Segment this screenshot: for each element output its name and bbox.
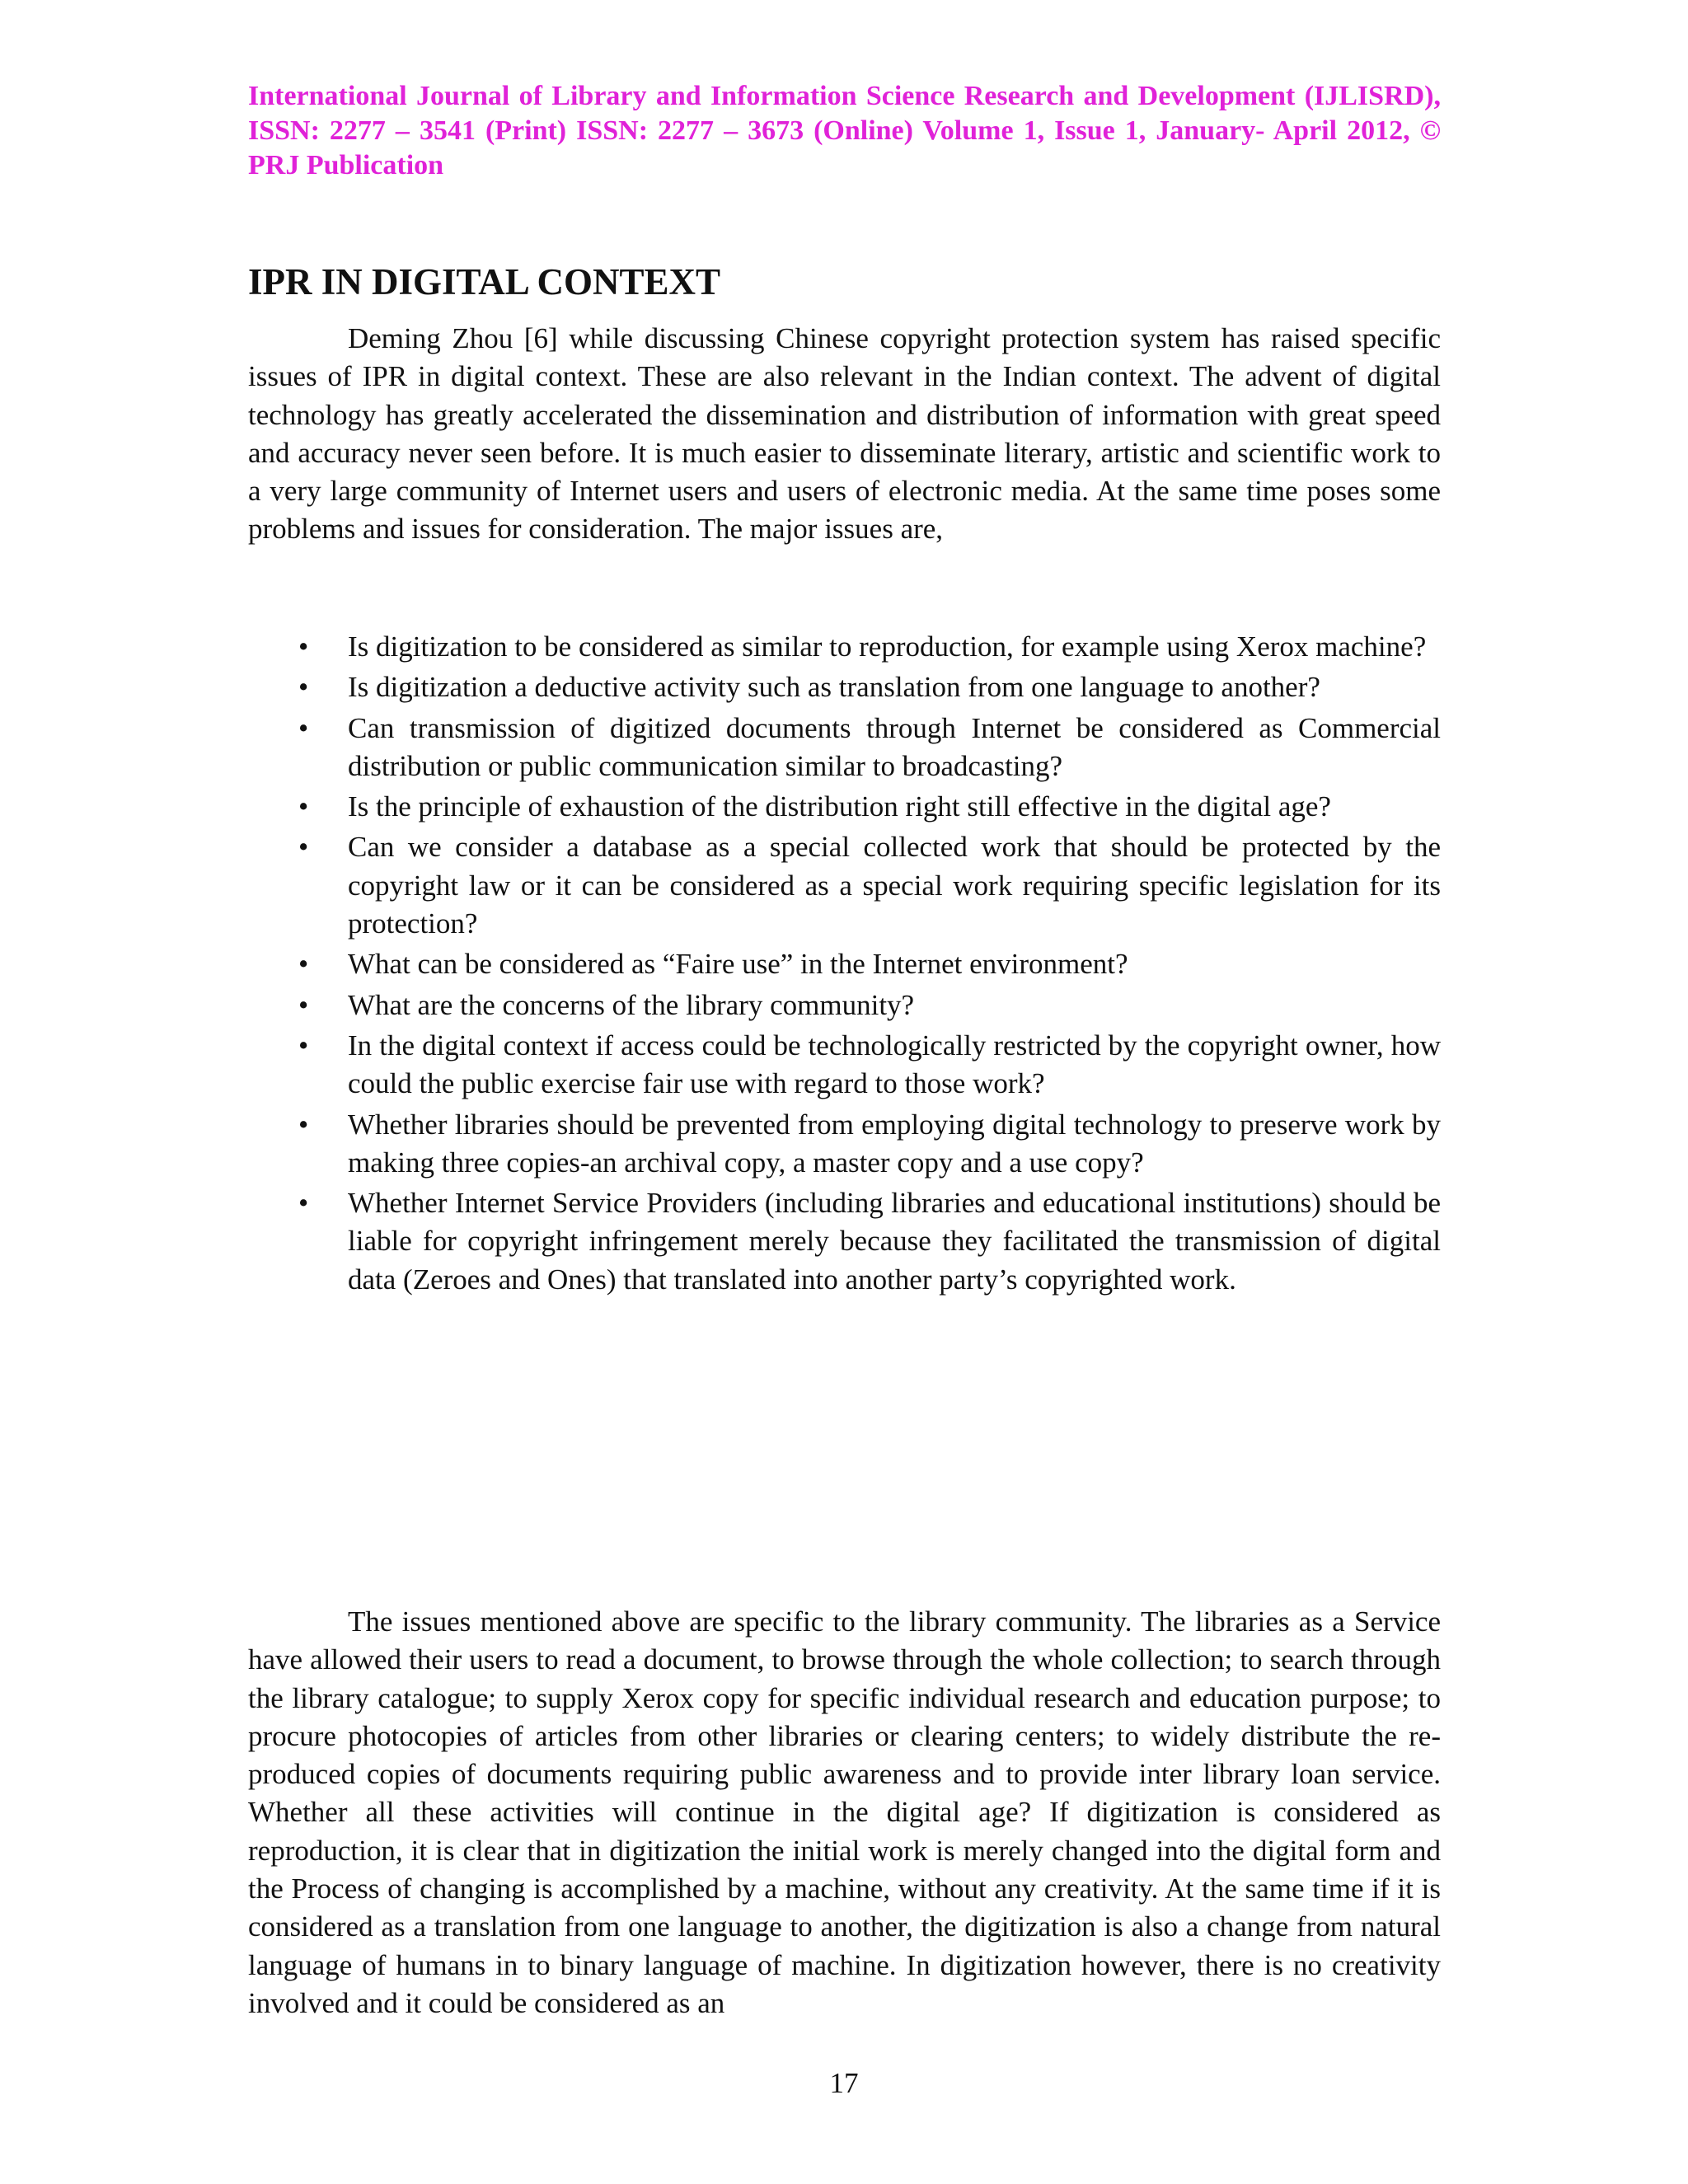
list-item-text: What are the concerns of the library community?: [348, 988, 915, 1021]
bullet-icon: •: [298, 948, 309, 981]
bullet-icon: •: [298, 671, 309, 704]
bullet-icon: •: [298, 1187, 309, 1220]
bullet-icon: •: [298, 1029, 309, 1062]
intro-paragraph: Deming Zhou [6] while discussing Chinese copyright protection system has raised specific issues of IPR in digital context. These are also relevant in the Indian context. The advent of digital technology has greatly accelerated the dissemination and distribution of information with great speed and accuracy never seen before. It is much easier to disseminate literary, artistic and scientific work to a very large community of Internet users and users of electronic media. At the same time poses some problems and issues for consideration. The major issues are,: [248, 322, 1441, 546]
bullet-icon: •: [298, 790, 309, 823]
list-item: [248, 987, 1441, 1024]
list-item: [248, 945, 1441, 983]
journal-citation-header: International Journal of Library and Information Science Research and Development (IJLISRD), ISSN: 2277 – 3541 (Print) ISSN: 2277 – 3673 (Online) Volume 1, Issue 1, January- April 2012, © PRJ Publication: [248, 81, 1441, 180]
list-item-text: Whether Internet Service Providers (including libraries and educational institutions) should be liable for copyright infringement merely because they facilitated the transmission of digital data (Zeroes and Ones) that translated into another party’s copyrighted work.: [348, 1187, 1441, 1296]
bullet-icon: •: [298, 831, 309, 864]
list-item: [248, 1184, 1441, 1299]
list-item-text: Is digitization to be considered as similar to reproduction, for example using Xerox machine?: [348, 630, 1427, 663]
list-item-text: In the digital context if access could be technologically restricted by the copyright owner, how could the public exercise fair use with regard to those work?: [348, 1029, 1441, 1100]
list-item: [248, 668, 1441, 706]
bullet-icon: •: [298, 711, 309, 744]
list-item: [248, 788, 1441, 826]
list-item-text: Whether libraries should be prevented from employing digital technology to preserve work by making three copies-an archival copy, a master copy and a use copy?: [348, 1108, 1441, 1179]
list-item: [248, 628, 1441, 666]
page-number: 17: [829, 2067, 859, 2099]
closing-paragraph: The issues mentioned above are specific to the library community. The libraries as a Service have allowed their users to read a document, to browse through the whole collection; to search through the library catalogue; to supply Xerox copy for specific individual research and education purpose; to procure photocopies of articles from other libraries or clearing centers; to widely distribute the re-produced copies of documents requiring public awareness and to provide inter library loan service. Whether all these activities will continue in the digital age? If digitization is considered as reproduction, it is clear that in digitization the initial work is merely changed into the digital form and the Process of changing is accomplished by a machine, without any creativity. At the same time if it is considered as a translation from one language to another, the digitization is also a change from natural language of humans in to binary language of machine. In digitization however, there is no creativity involved and it could be considered as an: [248, 1605, 1441, 2019]
list-item-text: What can be considered as “Faire use” in the Internet environment?: [348, 948, 1128, 981]
bullet-icon: •: [298, 988, 309, 1021]
list-item: [248, 828, 1441, 943]
list-item-text: Is digitization a deductive activity such as translation from one language to another?: [348, 671, 1320, 704]
list-item-text: Can transmission of digitized documents through Internet be considered as Commercial distribution or public communication similar to broadcasting?: [348, 711, 1441, 782]
list-item-text: Is the principle of exhaustion of the distribution right still effective in the digital age?: [348, 790, 1331, 823]
list-item: [248, 1027, 1441, 1104]
list-item: [248, 1106, 1441, 1183]
section-title: IPR IN DIGITAL CONTEXT: [248, 261, 721, 302]
bullet-icon: •: [298, 1108, 309, 1141]
list-item-text: Can we consider a database as a special collected work that should be protected by the copyright law or it can be considered as a special work requiring specific legislation for its protection?: [348, 831, 1441, 940]
bullet-icon: •: [298, 630, 309, 663]
page-content: [248, 79, 1441, 2019]
issues-list: [248, 628, 1441, 1301]
list-item: [248, 710, 1441, 786]
